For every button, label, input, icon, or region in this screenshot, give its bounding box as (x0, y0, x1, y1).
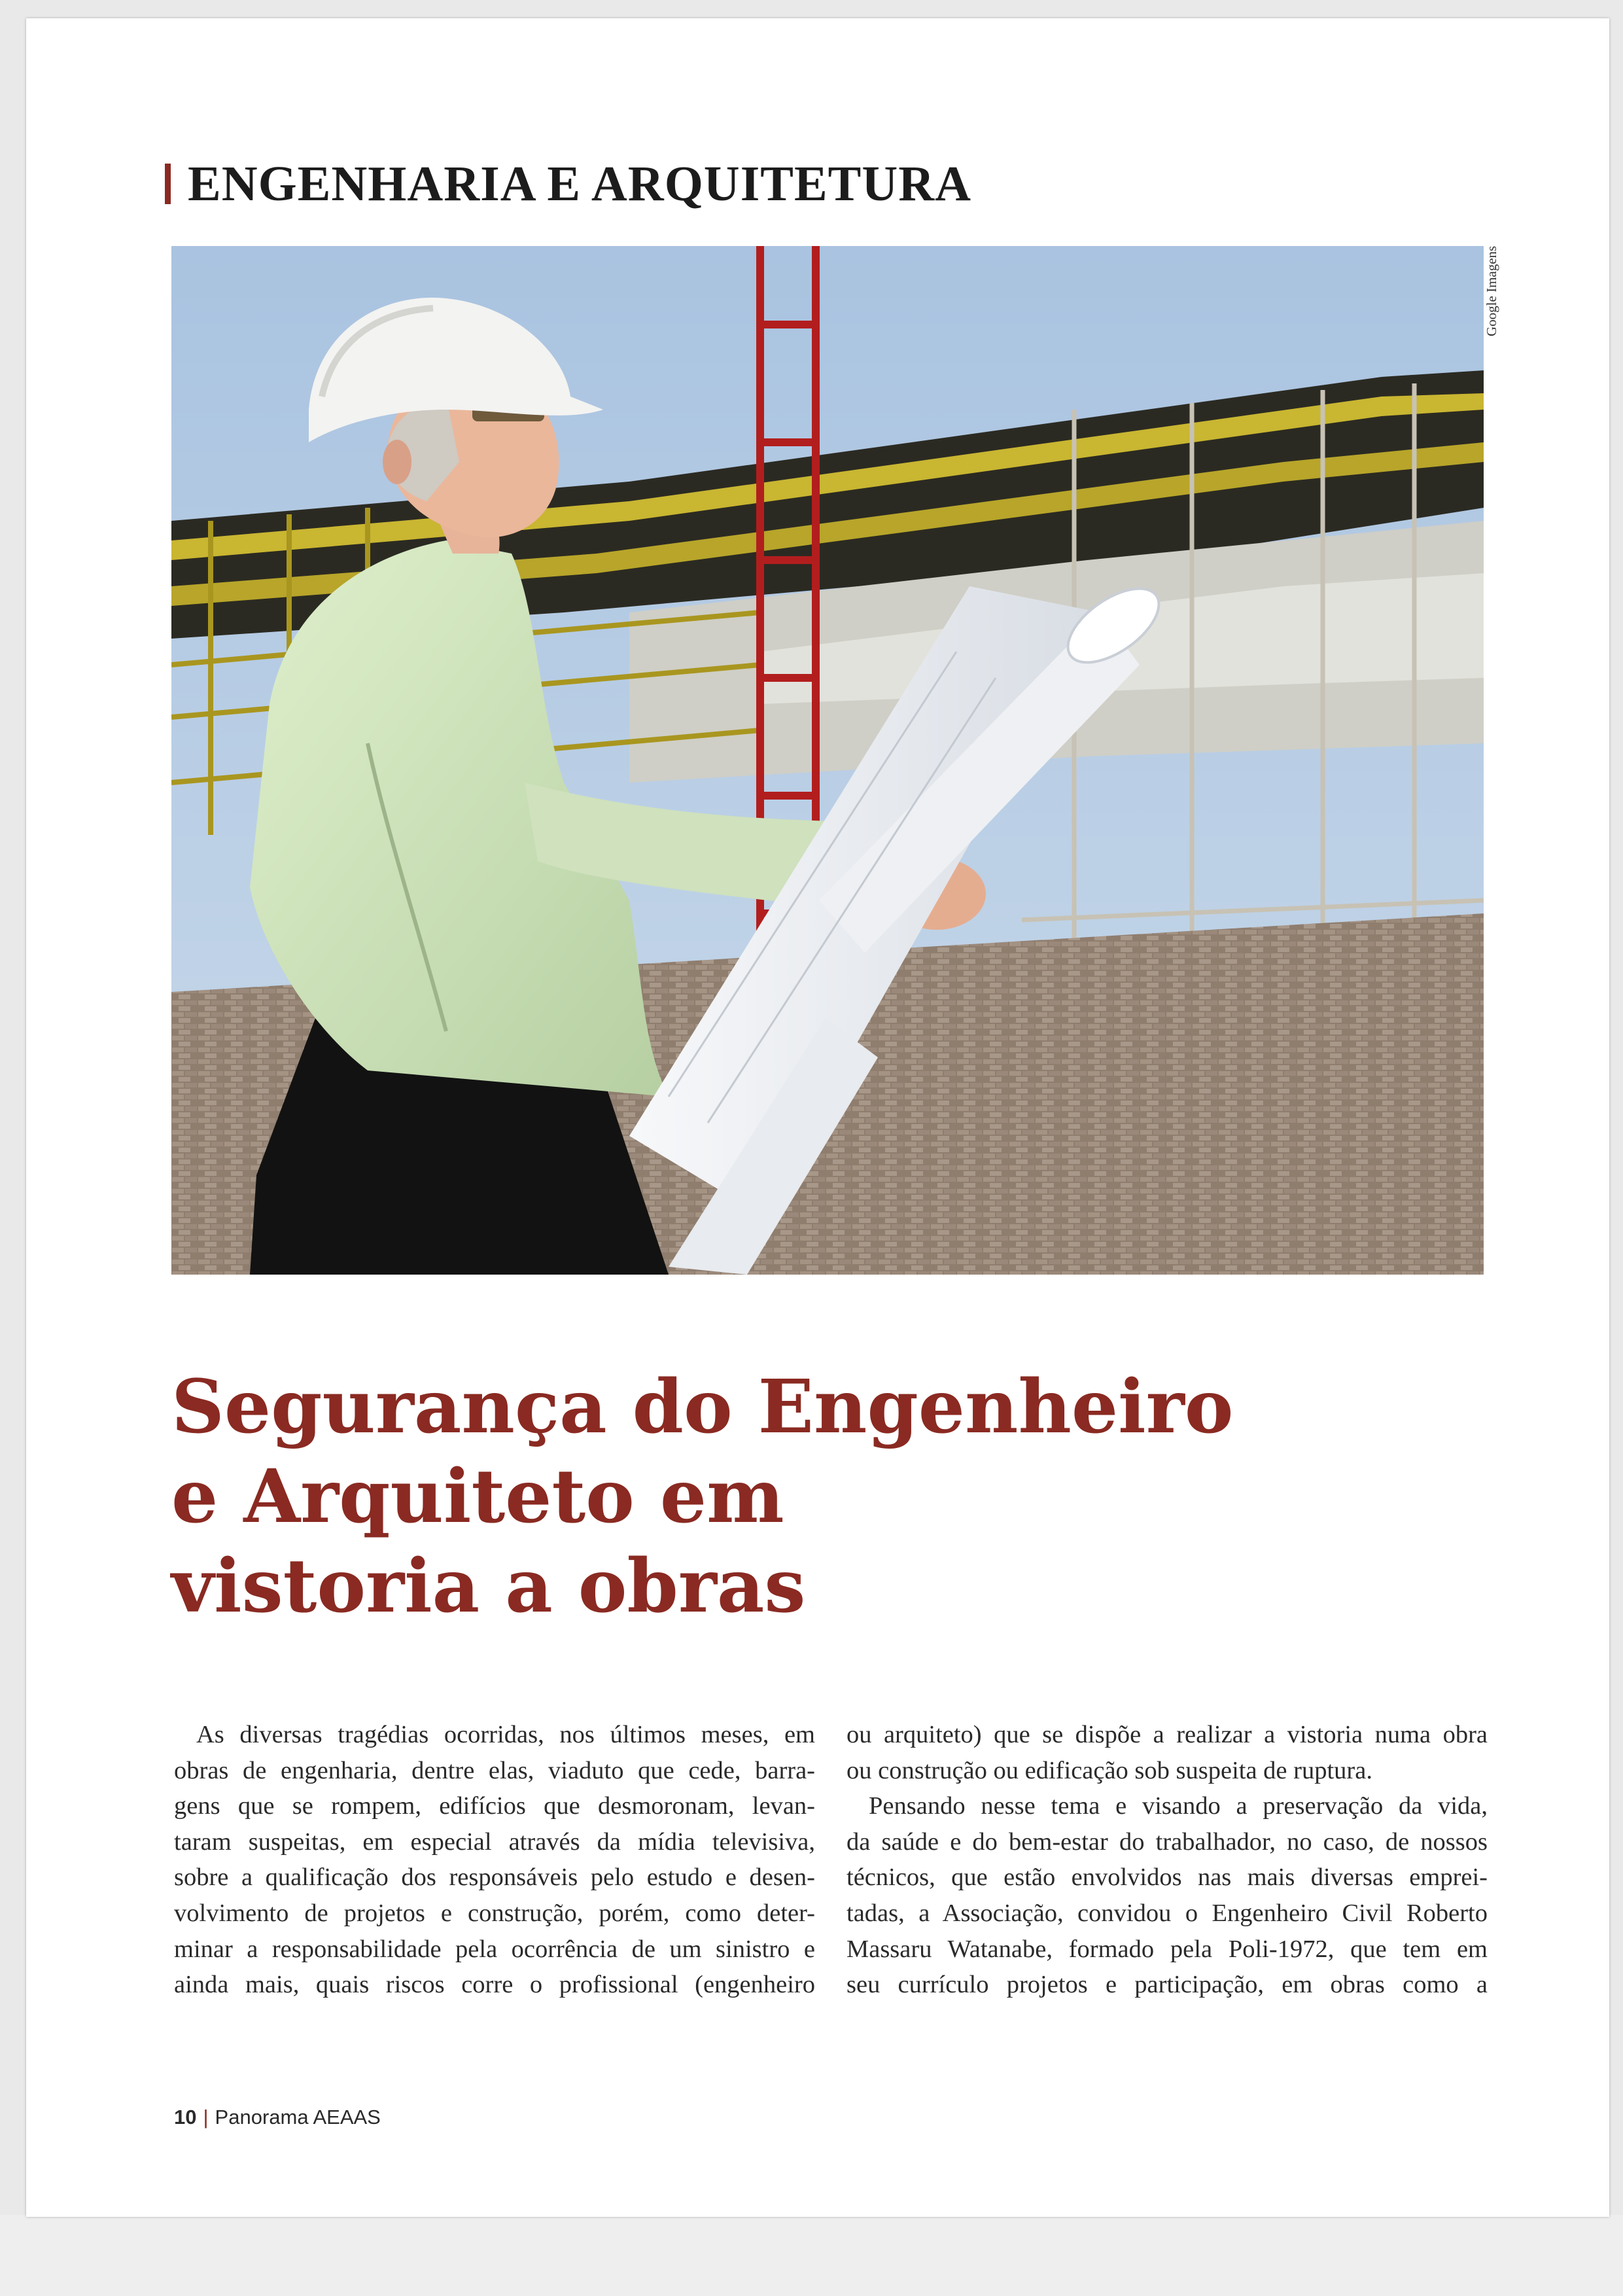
publication-name: Panorama AEAAS (215, 2106, 381, 2128)
article-body-right-column (846, 1717, 1488, 2003)
page-number: 10 (174, 2106, 197, 2128)
body-text-line: ou arquiteto) que se dispõe a realizar a vistoria numa obra (846, 1721, 1488, 1748)
section-title: ENGENHARIA E ARQUITETURA (188, 156, 971, 211)
body-text-line: sobre a qualificação dos responsáveis pelo estudo e desen- (174, 1863, 815, 1892)
construction-engineer-illustration (171, 246, 1484, 1275)
page-footer (174, 2106, 381, 2129)
body-text-line: minar a responsabilidade pela ocorrência de um sinistro e (174, 1935, 815, 1963)
body-text-line: As diversas tragédias ocorridas, nos últimos meses, em (196, 1721, 815, 1748)
article-photo (171, 246, 1484, 1275)
section-header (165, 156, 971, 211)
body-text-line: Pensando nesse tema e visando a preservação da vida, (869, 1792, 1488, 1820)
section-bar (165, 164, 171, 204)
article-body-left-column (174, 1717, 815, 2003)
photo-credit: Google Imagens (1484, 246, 1499, 337)
footer-separator: | (203, 2106, 209, 2128)
body-text-line: seu currículo projetos e participação, em obras como a (846, 1971, 1488, 1999)
article-title (171, 1362, 1251, 1631)
body-text-line: tadas, a Associação, convidou o Engenheiro Civil Roberto (846, 1899, 1488, 1927)
body-text-line: técnicos, que estão envolvidos nas mais diversas emprei- (846, 1863, 1488, 1892)
article-title-line: Segurança do Engenheiro (171, 1364, 1234, 1450)
body-text-line: gens que se rompem, edifícios que desmoronam, levan- (174, 1792, 815, 1820)
body-text-line: obras de engenharia, dentre elas, viaduto que cede, barra- (174, 1756, 815, 1784)
body-text-line: da saúde e do bem-estar do trabalhador, no caso, de nossos (846, 1828, 1488, 1856)
body-text-line: ou construção ou edificação sob suspeita de ruptura. (846, 1756, 1372, 1784)
body-text-line: Massaru Watanabe, formado pela Poli-1972, que tem em (846, 1935, 1488, 1963)
body-text-line: volvimento de projetos e construção, porém, como deter- (174, 1899, 815, 1927)
page-background-edge (0, 2215, 1623, 2296)
body-text-line: ainda mais, quais riscos corre o profissional (engenheiro (174, 1971, 815, 1999)
article-title-line: vistoria a obras (171, 1544, 806, 1629)
article-title-line: e Arquiteto em (171, 1454, 784, 1540)
body-text-line: taram suspeitas, em especial através da mídia televisiva, (174, 1828, 815, 1856)
